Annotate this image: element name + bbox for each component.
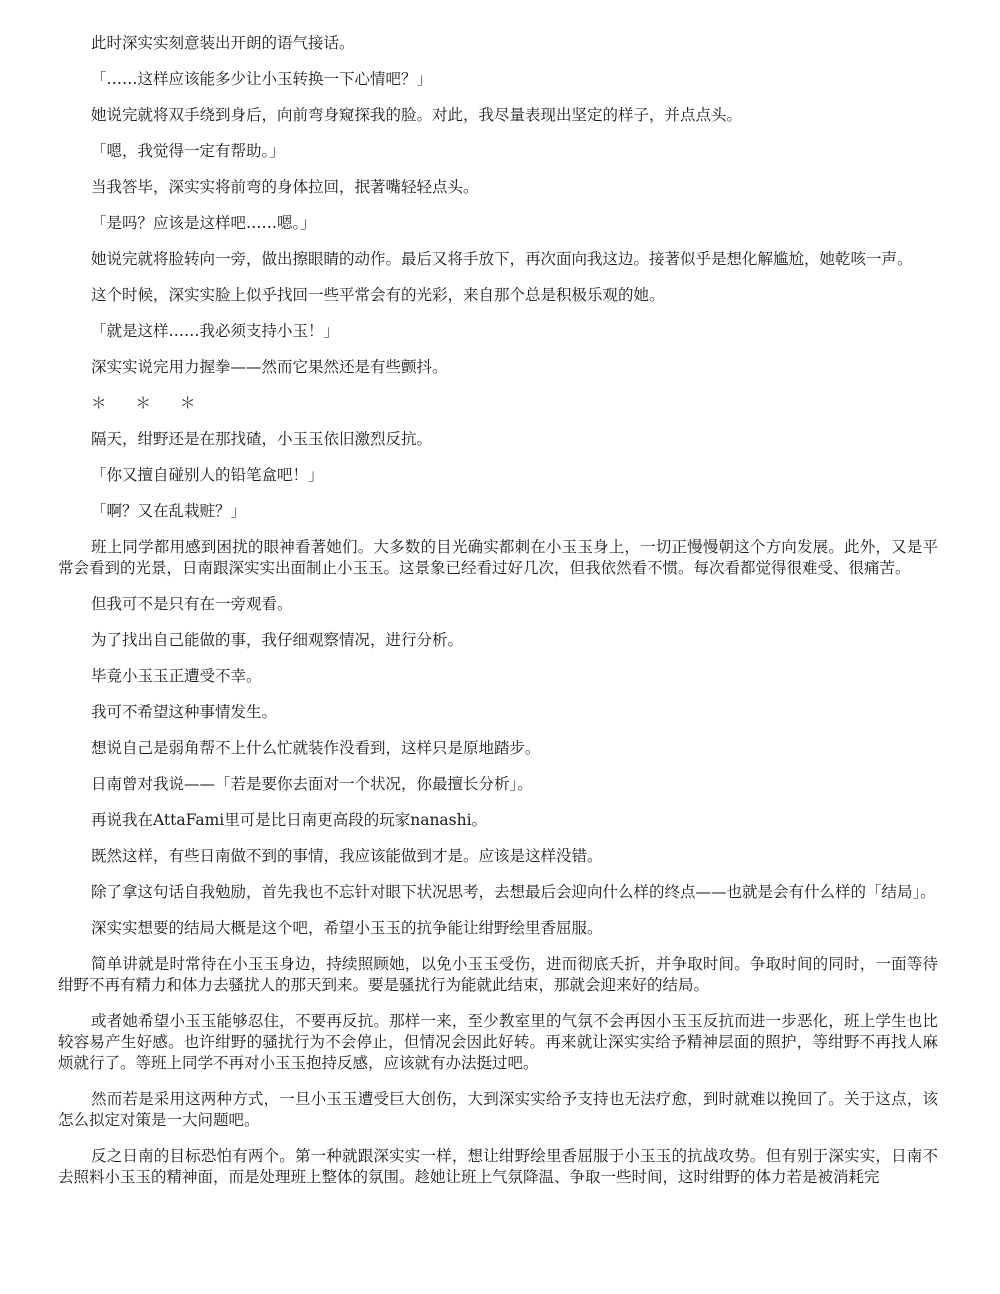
dialogue-line: 「你又擅自碰别人的铅笔盒吧！」 xyxy=(91,466,324,484)
paragraph: 但我可不是只有在一旁观看。 xyxy=(91,595,293,613)
paragraph: 深实实说完用力握拳——然而它果然还是有些颤抖。 xyxy=(91,358,448,376)
paragraph: 为了找出自己能做的事，我仔细观察情况，进行分析。 xyxy=(91,631,464,649)
section-break: ＊ ＊ ＊ xyxy=(91,394,208,412)
dialogue-line: 「是吗？应该是这样吧……嗯。」 xyxy=(91,214,316,232)
paragraph: 班上同学都用感到困扰的眼神看著她们。大多数的目光确实都刺在小玉玉身上，一切正慢慢朝这个方向发展。此外，又是平常会看到的光景，日南跟深实实出面制止小玉玉。这景象已经看过好几次，但我依然看不惯。每次看都觉得很难受、很痛苦。 xyxy=(58,538,938,577)
paragraph: 此时深实实刻意装出开朗的语气接话。 xyxy=(91,34,355,52)
paragraph: 既然这样，有些日南做不到的事情，我应该能做到才是。应该是这样没错。 xyxy=(91,847,603,865)
paragraph: 再说我在AttaFami里可是比日南更高段的玩家nanashi。 xyxy=(91,811,488,829)
paragraph: 或者她希望小玉玉能够忍住，不要再反抗。那样一来，至少教室里的气氛不会再因小玉玉反抗而进一步恶化，班上学生也比较容易产生好感。也许绀野的骚扰行为不会停止，但情况会因此好转。再来就让深实实给予精神层面的照护，等绀野不再找人麻烦就行了。等班上同学不再对小玉玉抱持反感，应该就有办法挺过吧。 xyxy=(58,1012,938,1072)
paragraph: 这个时候，深实实脸上似乎找回一些平常会有的光彩，来自那个总是积极乐观的她。 xyxy=(91,286,665,304)
paragraph: 隔天，绀野还是在那找碴，小玉玉依旧激烈反抗。 xyxy=(91,430,433,448)
paragraph: 她说完就将双手绕到身后，向前弯身窥探我的脸。对此，我尽量表现出坚定的样子，并点点头。 xyxy=(91,106,743,124)
paragraph: 我可不希望这种事情发生。 xyxy=(91,703,278,721)
paragraph: 毕竟小玉玉正遭受不幸。 xyxy=(91,667,262,685)
paragraph: 深实实想要的结局大概是这个吧，希望小玉玉的抗争能让绀野绘里香屈服。 xyxy=(91,919,603,937)
paragraph: 日南曾对我说——「若是要你去面对一个状况，你最擅长分析」。 xyxy=(91,775,533,793)
paragraph: 当我答毕，深实实将前弯的身体拉回，抿著嘴轻轻点头。 xyxy=(91,178,479,196)
dialogue-line: 「嗯，我觉得一定有帮助。」 xyxy=(91,142,285,160)
dialogue-line: 「啊？又在乱栽赃？」 xyxy=(91,502,247,520)
paragraph: 简单讲就是时常待在小玉玉身边，持续照顾她，以免小玉玉受伤，进而彻底夭折，并争取时间。争取时间的同时，一面等待绀野不再有精力和体力去骚扰人的那天到来。要是骚扰行为能就此结束，那就会迎来好的结局。 xyxy=(58,955,938,994)
document-page xyxy=(58,33,938,1203)
paragraph: 反之日南的目标恐怕有两个。第一种就跟深实实一样，想让绀野绘里香屈服于小玉玉的抗战攻势。但有别于深实实，日南不去照料小玉玉的精神面，而是处理班上整体的氛围。趁她让班上气氛降温、争取一些时间，这时绀野的体力若是被消耗完 xyxy=(58,1147,938,1186)
paragraph: 除了拿这句话自我勉励，首先我也不忘针对眼下状况思考，去想最后会迎向什么样的终点——也就是会有什么样的「结局」。 xyxy=(91,883,936,901)
paragraph: 想说自己是弱角帮不上什么忙就装作没看到，这样只是原地踏步。 xyxy=(91,739,541,757)
dialogue-line: 「就是这样……我必须支持小玉！」 xyxy=(91,322,340,340)
paragraph: 她说完就将脸转向一旁，做出擦眼睛的动作。最后又将手放下，再次面向我这边。接著似乎是想化解尴尬，她乾咳一声。 xyxy=(91,250,913,268)
dialogue-line: 「……这样应该能多少让小玉转换一下心情吧？」 xyxy=(91,70,433,88)
paragraph: 然而若是采用这两种方式，一旦小玉玉遭受巨大创伤，大到深实实给予支持也无法疗愈，到时就难以挽回了。关于这点，该怎么拟定对策是一大问题吧。 xyxy=(58,1090,938,1129)
